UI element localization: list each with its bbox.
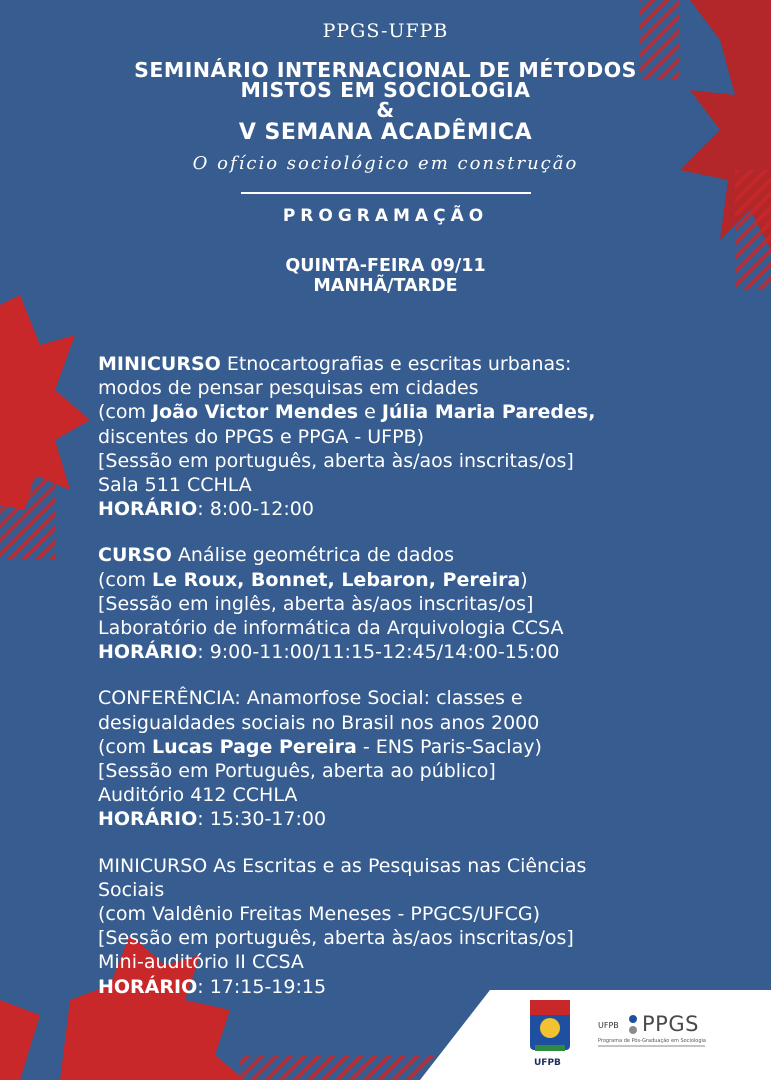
event-title: MINICURSO As Escritas e as Pesquisas nas Ciências — [98, 854, 587, 877]
title-line-4: V SEMANA ACADÊMICA — [238, 120, 533, 145]
event-title — [0, 60, 771, 146]
event-title: CONFERÊNCIA: Anamorfose Social: classes e — [98, 687, 523, 710]
time-label: HORÁRIO — [98, 975, 198, 998]
ppgs-logo-prefix: UFPB — [598, 1021, 619, 1030]
session-info: [Sessão em português, aberta às/aos inscritas/os] — [98, 449, 574, 472]
speaker-name: Lucas Page Pereira — [152, 735, 357, 758]
event-time: : 9:00-11:00/11:15-12:45/14:00-15:00 — [197, 641, 560, 664]
bottom-left-star-shape — [0, 1000, 40, 1080]
speaker-name: João Victor Mendes — [152, 401, 359, 424]
time-label: HORÁRIO — [98, 641, 198, 664]
event-title-continued: desigualdades sociais no Brasil nos anos 2000 — [98, 711, 540, 734]
divider-line — [241, 192, 531, 194]
event-room: Mini-auditório II CCSA — [98, 951, 304, 974]
time-label: HORÁRIO — [98, 498, 198, 521]
ppgs-logo-fullname: Programa de Pós-Graduação em Sociologia — [598, 1038, 706, 1044]
event-room: Sala 511 CCHLA — [98, 474, 252, 497]
time-label: HORÁRIO — [98, 808, 198, 831]
ufpb-logo-label: UFPB — [534, 1058, 561, 1068]
session-info: [Sessão em Português, aberta ao público] — [98, 760, 496, 783]
event-room: Laboratório de informática da Arquivologia CCSA — [98, 617, 564, 640]
ppgs-logo-name: PPGS — [642, 1012, 699, 1036]
event-title-continued: Sociais — [98, 878, 165, 901]
title-line-2: MISTOS EM SOCIOLOGIA — [240, 78, 531, 102]
day-heading — [0, 256, 771, 296]
event-subtitle: O ofício sociológico em construção — [192, 153, 579, 174]
event-title: Etnocartografias e escritas urbanas: — [220, 353, 572, 375]
section-title: PROGRAMAÇÃO — [282, 206, 489, 226]
speaker-affiliation: discentes do PPGS e PPGA - UFPB) — [98, 425, 424, 448]
speaker-name: Júlia Maria Paredes, — [381, 401, 596, 424]
event-title-continued: modos de pensar pesquisas em cidades — [98, 377, 479, 400]
session-info: [Sessão em inglês, aberta às/aos inscritas/os] — [98, 592, 534, 615]
program-list — [98, 352, 758, 1021]
event-room: Auditório 412 CCHLA — [98, 784, 298, 807]
day-line-2: MANHÃ/TARDE — [313, 276, 458, 296]
day-line-1: QUINTA-FEIRA 09/11 — [285, 256, 486, 276]
event-item-2: CURSO Análise geométrica de dados (com Le Roux, Bonnet, Lebaron, Pereira) [Sessão em inglês, aberta às/aos inscritas/os] Laboratório de informática da Arquivologia CCSA HORÁRIO: 9:00-11:00/11:15-12:45/14:00-15:00 — [98, 543, 758, 664]
title-line-1: SEMINÁRIO INTERNACIONAL DE MÉTODOS — [134, 58, 637, 82]
event-time: : 17:15-19:15 — [197, 975, 327, 998]
event-time: : 15:30-17:00 — [197, 808, 327, 831]
event-item-3: CONFERÊNCIA: Anamorfose Social: classes e desigualdades sociais no Brasil nos anos 2000 (com Lucas Page Pereira - ENS Paris-Saclay) [Sessão em Português, aberta ao público] Auditório 412 CCHLA HORÁRIO: 15:30-17:00 — [98, 686, 758, 831]
header — [0, 18, 771, 296]
speaker-affiliation: - ENS Paris-Saclay) — [356, 735, 542, 758]
speaker-info: (com Valdênio Freitas Meneses - PPGCS/UFCG) — [98, 903, 540, 926]
event-item-4 — [98, 854, 758, 999]
title-line-3: & — [376, 98, 395, 122]
event-title: Análise geométrica de dados — [171, 544, 455, 567]
left-stripes — [0, 450, 55, 560]
session-info: [Sessão em português, aberta às/aos inscritas/os] — [98, 927, 574, 950]
event-time: : 8:00-12:00 — [197, 498, 314, 521]
organization-label: PPGS-UFPB — [322, 20, 449, 42]
speaker-names: Le Roux, Bonnet, Lebaron, Pereira — [152, 568, 521, 591]
event-type-label: MINICURSO — [98, 353, 221, 375]
event-type-label: CURSO — [98, 544, 172, 567]
event-item-1: MINICURSO Etnocartografias e escritas urbanas: modos de pensar pesquisas em cidades (com João Victor Mendes e Júlia Maria Paredes, discentes do PPGS e PPGA - UFPB) [Sessão em português, aberta às/aos inscritas/os] Sala 511 CCHLA HORÁRIO: 8:00-12:00 — [98, 352, 758, 521]
